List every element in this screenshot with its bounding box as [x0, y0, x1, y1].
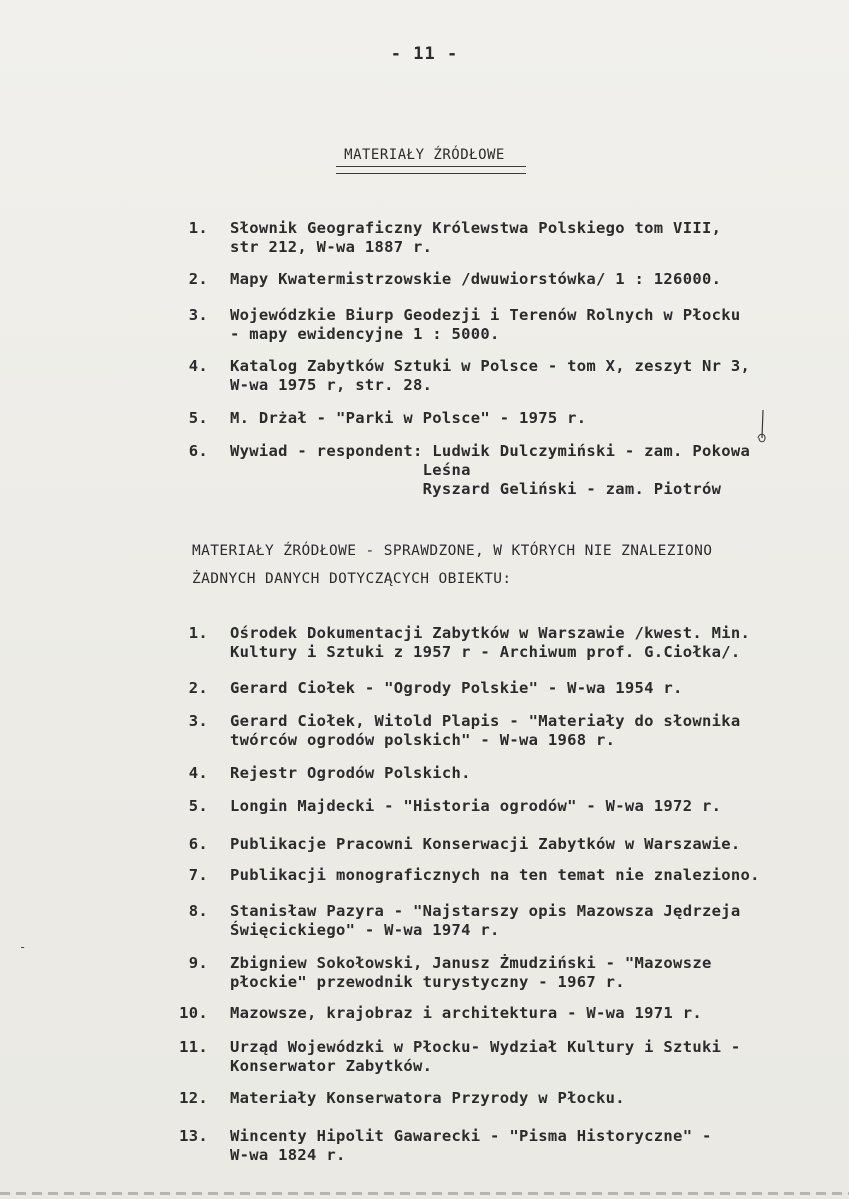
handwritten-correction-mark [755, 408, 769, 448]
checked-heading-line-2: ŻADNYCH DANYCH DOTYCZĄCYCH OBIEKTU: [192, 571, 512, 587]
source-item-text-line: Wywiad - respondent: Ludwik Dulczymiński - zam. Pokowa [230, 442, 751, 460]
margin-mark: - [19, 940, 27, 954]
checked-source-item-number: 2. [188, 679, 208, 697]
checked-source-item-number: 11. [179, 1038, 208, 1056]
checked-source-item-number: 5. [188, 797, 208, 815]
source-item-text-line: W-wa 1975 r, str. 28. [230, 376, 433, 394]
source-item-number: 6. [188, 442, 208, 460]
checked-source-item-number: 3. [188, 712, 208, 730]
source-item-text-line: str 212, W-wa 1887 r. [230, 238, 433, 256]
checked-source-item-text-line: Gerard Ciołek, Witold Plapis - "Materiały do słownika [230, 712, 741, 730]
checked-source-item-text-line: płockie" przewodnik turystyczny - 1967 r. [230, 973, 625, 991]
source-item-text-line: Wojewódzkie Biurp Geodezji i Terenów Rolnych w Płocku [230, 306, 741, 324]
source-item-text-line: - mapy ewidencyjne 1 : 5000. [230, 325, 500, 343]
source-item-text-line: Leśna [230, 461, 471, 479]
checked-source-item-text-line: Publikacji monograficznych na ten temat nie znaleziono. [230, 866, 760, 884]
page-bottom-edge [0, 1192, 849, 1195]
source-item-text-line: Ryszard Geliński - zam. Piotrów [230, 480, 722, 498]
checked-source-item-text-line: Stanisław Pazyra - "Najstarszy opis Mazowsza Jędrzeja [230, 902, 741, 920]
checked-source-item-text-line: Gerard Ciołek - "Ogrody Polskie" - W-wa 1954 r. [230, 679, 683, 697]
checked-source-item-text-line: Urząd Wojewódzki w Płocku- Wydział Kultury i Sztuki - [230, 1038, 741, 1056]
source-item-text-line: Mapy Kwatermistrzowskie /dwuwiorstówka/ 1 : 126000. [230, 270, 722, 288]
checked-source-item-number: 8. [188, 902, 208, 920]
page-title: MATERIAŁY ŹRÓDŁOWE [344, 147, 505, 163]
source-item-number: 1. [188, 219, 208, 237]
source-item-number: 4. [188, 357, 208, 375]
checked-source-item-text-line: Konserwator Zabytków. [230, 1057, 433, 1075]
source-item-number: 5. [188, 409, 208, 427]
checked-source-item-number: 12. [179, 1089, 208, 1107]
checked-source-item-text-line: twórców ogrodów polskich" - W-wa 1968 r. [230, 731, 616, 749]
source-item-text-line: M. Drżał - "Parki w Polsce" - 1975 r. [230, 409, 587, 427]
checked-source-item-text-line: Publikacje Pracowni Konserwacji Zabytków w Warszawie. [230, 835, 741, 853]
checked-source-item-text-line: Zbigniew Sokołowski, Janusz Żmudziński - "Mazowsze [230, 954, 712, 972]
checked-source-item-text-line: Materiały Konserwatora Przyrody w Płocku. [230, 1089, 625, 1107]
checked-source-item-text-line: Mazowsze, krajobraz i architektura - W-wa 1971 r. [230, 1004, 702, 1022]
checked-source-item-text-line: Rejestr Ogrodów Polskich. [230, 764, 471, 782]
checked-source-item-number: 10. [179, 1004, 208, 1022]
page-number: - 11 - [390, 44, 459, 64]
title-double-underline [336, 166, 526, 174]
checked-heading-line-1: MATERIAŁY ŹRÓDŁOWE - SPRAWDZONE, W KTÓRYCH NIE ZNALEZIONO [192, 543, 713, 559]
checked-source-item-number: 1. [188, 624, 208, 642]
checked-source-item-text-line: W-wa 1824 r. [230, 1146, 346, 1164]
source-item-text-line: Słownik Geograficzny Królewstwa Polskiego tom VIII, [230, 219, 722, 237]
source-item-text-line: Katalog Zabytków Sztuki w Polsce - tom X, zeszyt Nr 3, [230, 357, 751, 375]
checked-source-item-number: 13. [179, 1127, 208, 1145]
checked-source-item-number: 6. [188, 835, 208, 853]
checked-source-item-number: 4. [188, 764, 208, 782]
checked-source-item-text-line: Kultury i Sztuki z 1957 r - Archiwum prof. G.Ciołka/. [230, 643, 741, 661]
checked-source-item-number: 7. [188, 866, 208, 884]
checked-source-item-text-line: Święcickiego" - W-wa 1974 r. [230, 921, 500, 939]
checked-source-item-number: 9. [188, 954, 208, 972]
source-item-number: 3. [188, 306, 208, 324]
checked-source-item-text-line: Longin Majdecki - "Historia ogrodów" - W-wa 1972 r. [230, 797, 722, 815]
checked-source-item-text-line: Ośrodek Dokumentacji Zabytków w Warszawie /kwest. Min. [230, 624, 751, 642]
checked-source-item-text-line: Wincenty Hipolit Gawarecki - "Pisma Historyczne" - [230, 1127, 712, 1145]
source-item-number: 2. [188, 270, 208, 288]
